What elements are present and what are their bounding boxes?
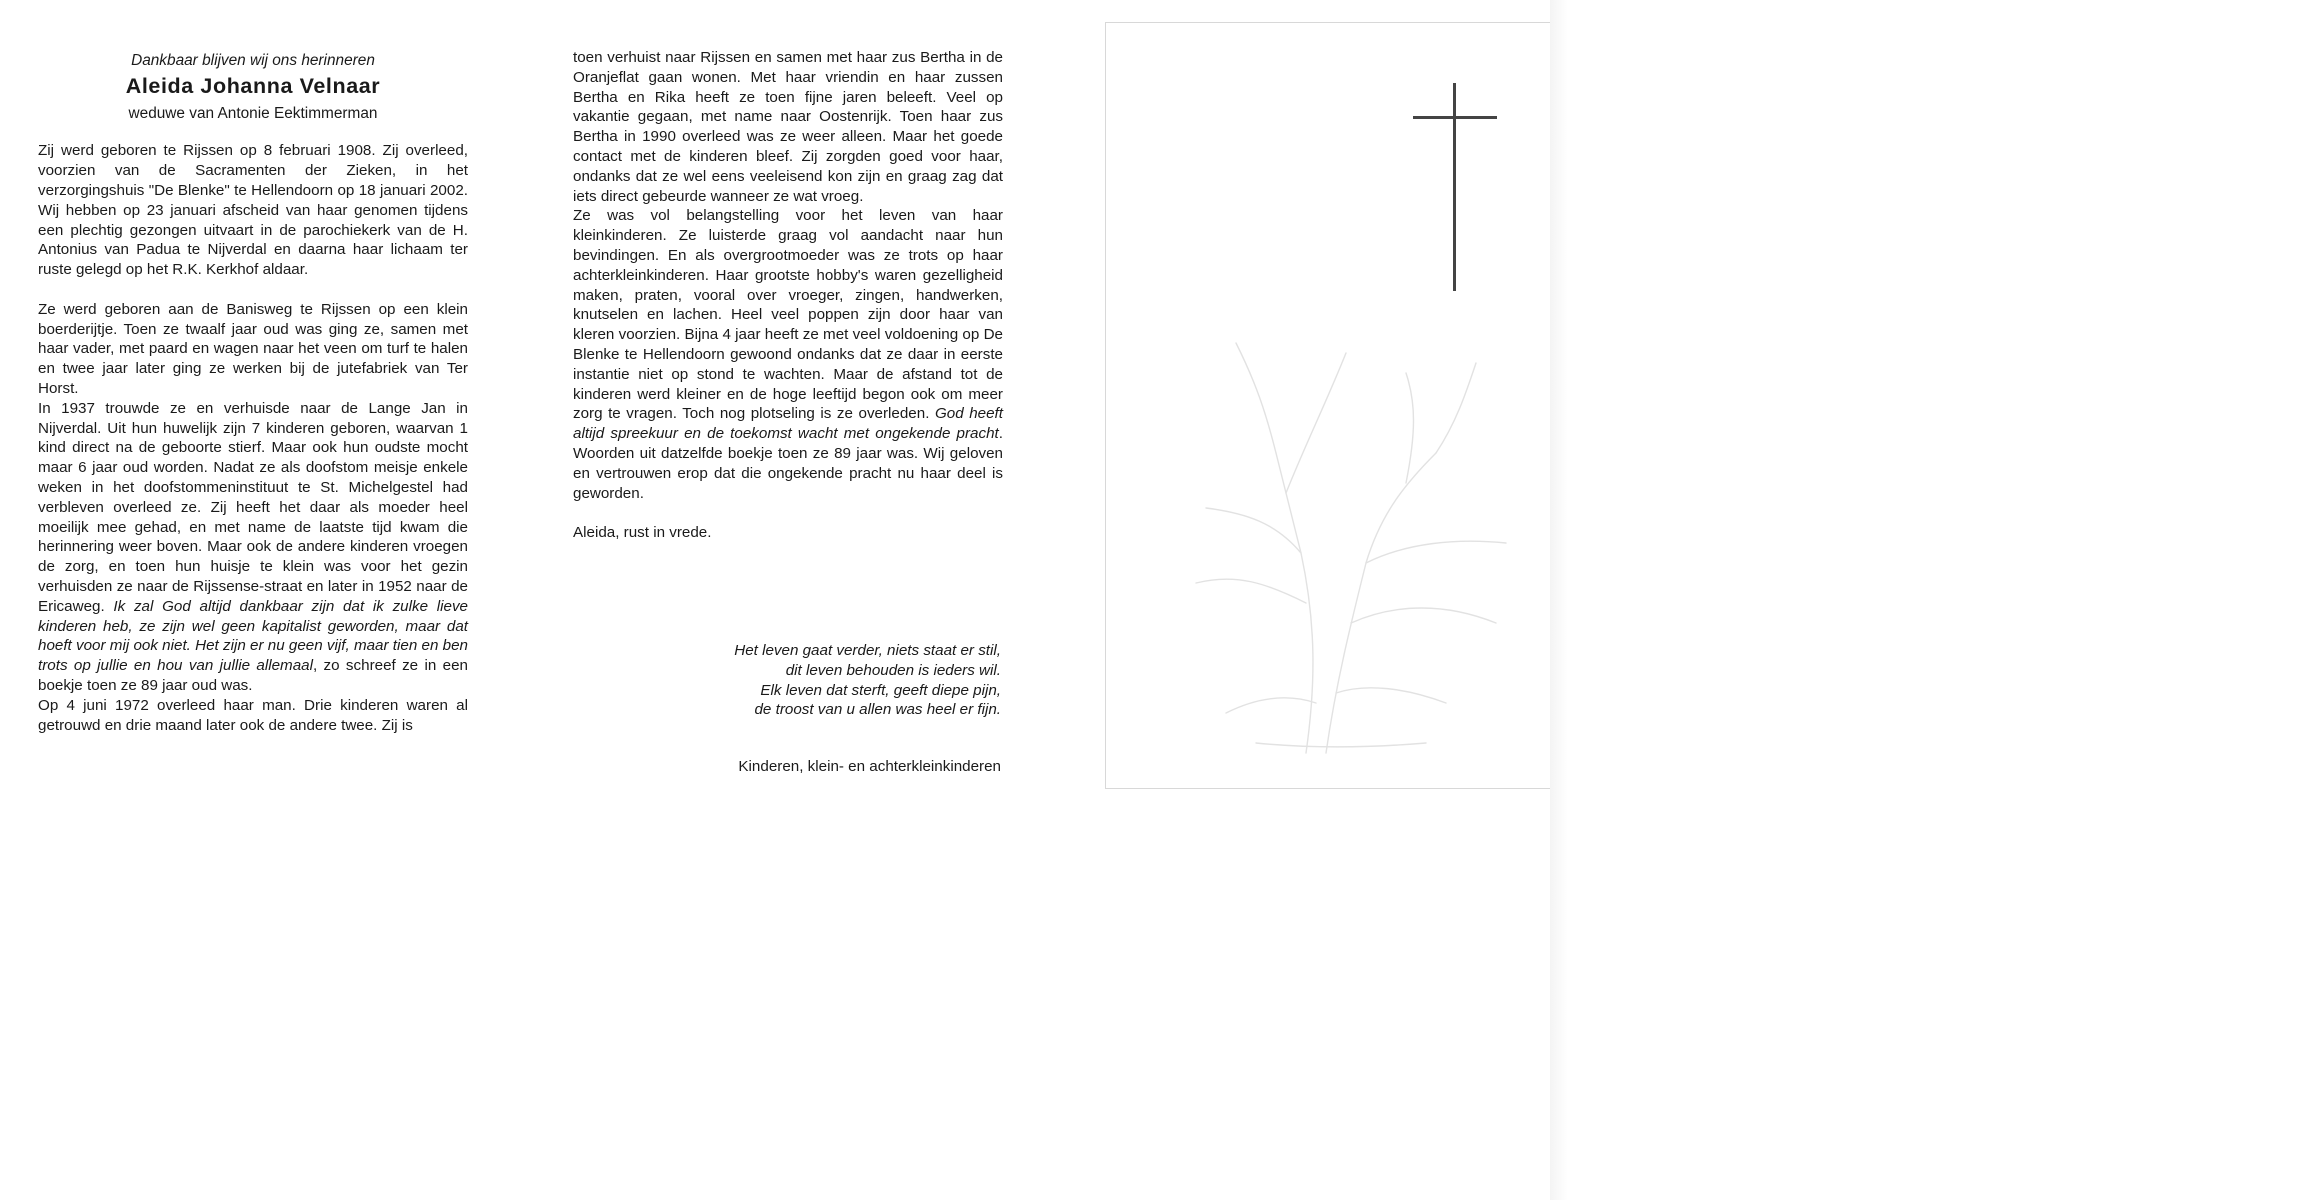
left-column bbox=[38, 48, 468, 735]
paragraph-interests bbox=[573, 206, 1003, 503]
paragraph-marriage bbox=[38, 399, 468, 696]
paragraph-rijssen: toen verhuist naar Rijssen en samen met haar zus Bertha in de Oranjeflat gaan wonen. Met haar vriendin en haar zussen Bertha en Rika heeft ze toen fijne jaren beleeft. Veel op vakantie gegaan, met name naar Oostenrijk. Toen haar zus Bertha in 1990 overleed was ze weer alleen. Maar het goede contact met de kinderen bleef. Zij zorgden goed voor haar, ondanks dat ze wel eens veeleisend kon zijn en graag zag dat iets direct gebeurde wanneer ze wat vroeg. bbox=[573, 49, 1003, 205]
fold-shadow bbox=[1550, 0, 1568, 1200]
interests-quote: God heeft altijd spreekuur en de toekomst wacht met ongekende pracht bbox=[573, 405, 1003, 443]
interests-text-end: . Woorden uit datzelfde boekje toen ze 89 jaar was. Wij geloven en vertrouwen erop dat die ongekende pracht nu haar deel is geworden. bbox=[573, 425, 1003, 502]
paragraph-birth-death: Zij werd geboren te Rijssen op 8 februari 1908. Zij overleed, voorzien van de Sacramenten der Zieken, in het verzorgingshuis "De Blenke" te Hellendoorn op 18 januari 2002. Wij hebben op 23 januari afscheid van haar genomen tijdens een plechtig gezongen uitvaart in de parochiekerk van de H. Antonius van Padua te Nijverdal en daarna haar lichaam ter ruste gelegd op het R.K. Kerkhof aldaar. bbox=[38, 142, 468, 279]
right-column bbox=[573, 48, 1003, 543]
deceased-name: Aleida Johanna Velnaar bbox=[125, 73, 381, 98]
poem-line: Het leven gaat verder, niets staat er stil, bbox=[734, 642, 1001, 659]
signature: Kinderen, klein- en achterkleinkinderen bbox=[738, 758, 1001, 775]
marriage-text: In 1937 trouwde ze en verhuisde naar de Lange Jan in Nijverdal. Uit hun huwelijk zijn 7 kinderen geboren, waarvan 1 kind direct na de geboorte stierf. Maar ook hun oudste mocht maar 6 jaar oud worden. Nadat ze als doofstom meisje enkele weken in het doofstommeninstituut te St. Michelgestel had verbleven overleed ze. Zij heeft het daar als moeder heel moeilijk mee gehad, en met name de laatste tijd kwam die herinnering weer boven. Maar ook de andere kinderen vroegen de zorg, en toen hun huisje te klein was voor het gezin verhuisden ze naar de Rijssense-straat en later in 1952 naar de Ericaweg. bbox=[38, 399, 468, 615]
intro-line: Dankbaar blijven wij ons herinneren bbox=[131, 52, 375, 69]
paragraph-husband-death: Op 4 juni 1972 overleed haar man. Drie kinderen waren al getrouwd en drie maand later ook de andere twee. Zij is bbox=[38, 696, 468, 734]
blank-area bbox=[1568, 0, 2316, 1200]
poem-line: dit leven behouden is ieders wil. bbox=[785, 661, 1001, 679]
paragraph-youth: Ze werd geboren aan de Banisweg te Rijssen op een klein boerderijtje. Toen ze twaalf jaar oud was ging ze, samen met haar vader, met paard en wagen naar het veen om turf te halen en twee jaar later ging ze werken bij de jutefabriek van Ter Horst. bbox=[38, 300, 468, 397]
poem bbox=[573, 641, 1001, 720]
marriage-quote: Ik zal God altijd dankbaar zijn dat ik zulke lieve kinderen heb, ze zijn wel geen kapitalist geworden, maar dat hoeft voor mij ook niet. Het zijn er nu geen vijf, maar tien en ben trots op jullie en hou van jullie allemaal bbox=[38, 597, 468, 675]
farewell-line: Aleida, rust in vrede. bbox=[573, 524, 712, 542]
poem-line: de troost van u allen was heel er fijn. bbox=[754, 701, 1001, 719]
widow-line: weduwe van Antonie Eektimmerman bbox=[128, 104, 378, 122]
poem-line: Elk leven dat sterft, geeft diepe pijn, bbox=[760, 681, 1001, 699]
image-panel bbox=[1105, 22, 1562, 789]
interests-text: Ze was vol belangstelling voor het leven van haar kleinkinderen. Ze luisterde graag vol aandacht naar hun bevindingen. En als overgrootmoeder was ze trots op haar achterkleinkinderen. Haar grootste hobby's waren gezelligheid maken, praten, vooral over vroeger, zingen, handwerken, knutselen en lachen. Heel veel poppen zijn door haar van kleren voorzien. Bijna 4 jaar heeft ze met veel voldoening op De Blenke te Hellendoorn gewoond ondanks dat ze daar in eerste instantie niet op stond te wachten. Maar de afstand tot de kinderen werd kleiner en de hoge leeftijd begon ook om meer zorg te vragen. Toch nog plotseling is ze overleden. bbox=[573, 207, 1003, 423]
bare-tree-sketch-icon bbox=[1166, 303, 1526, 763]
marriage-text-end: , zo schreef ze in een boekje toen ze 89 jaar oud was. bbox=[38, 657, 468, 694]
